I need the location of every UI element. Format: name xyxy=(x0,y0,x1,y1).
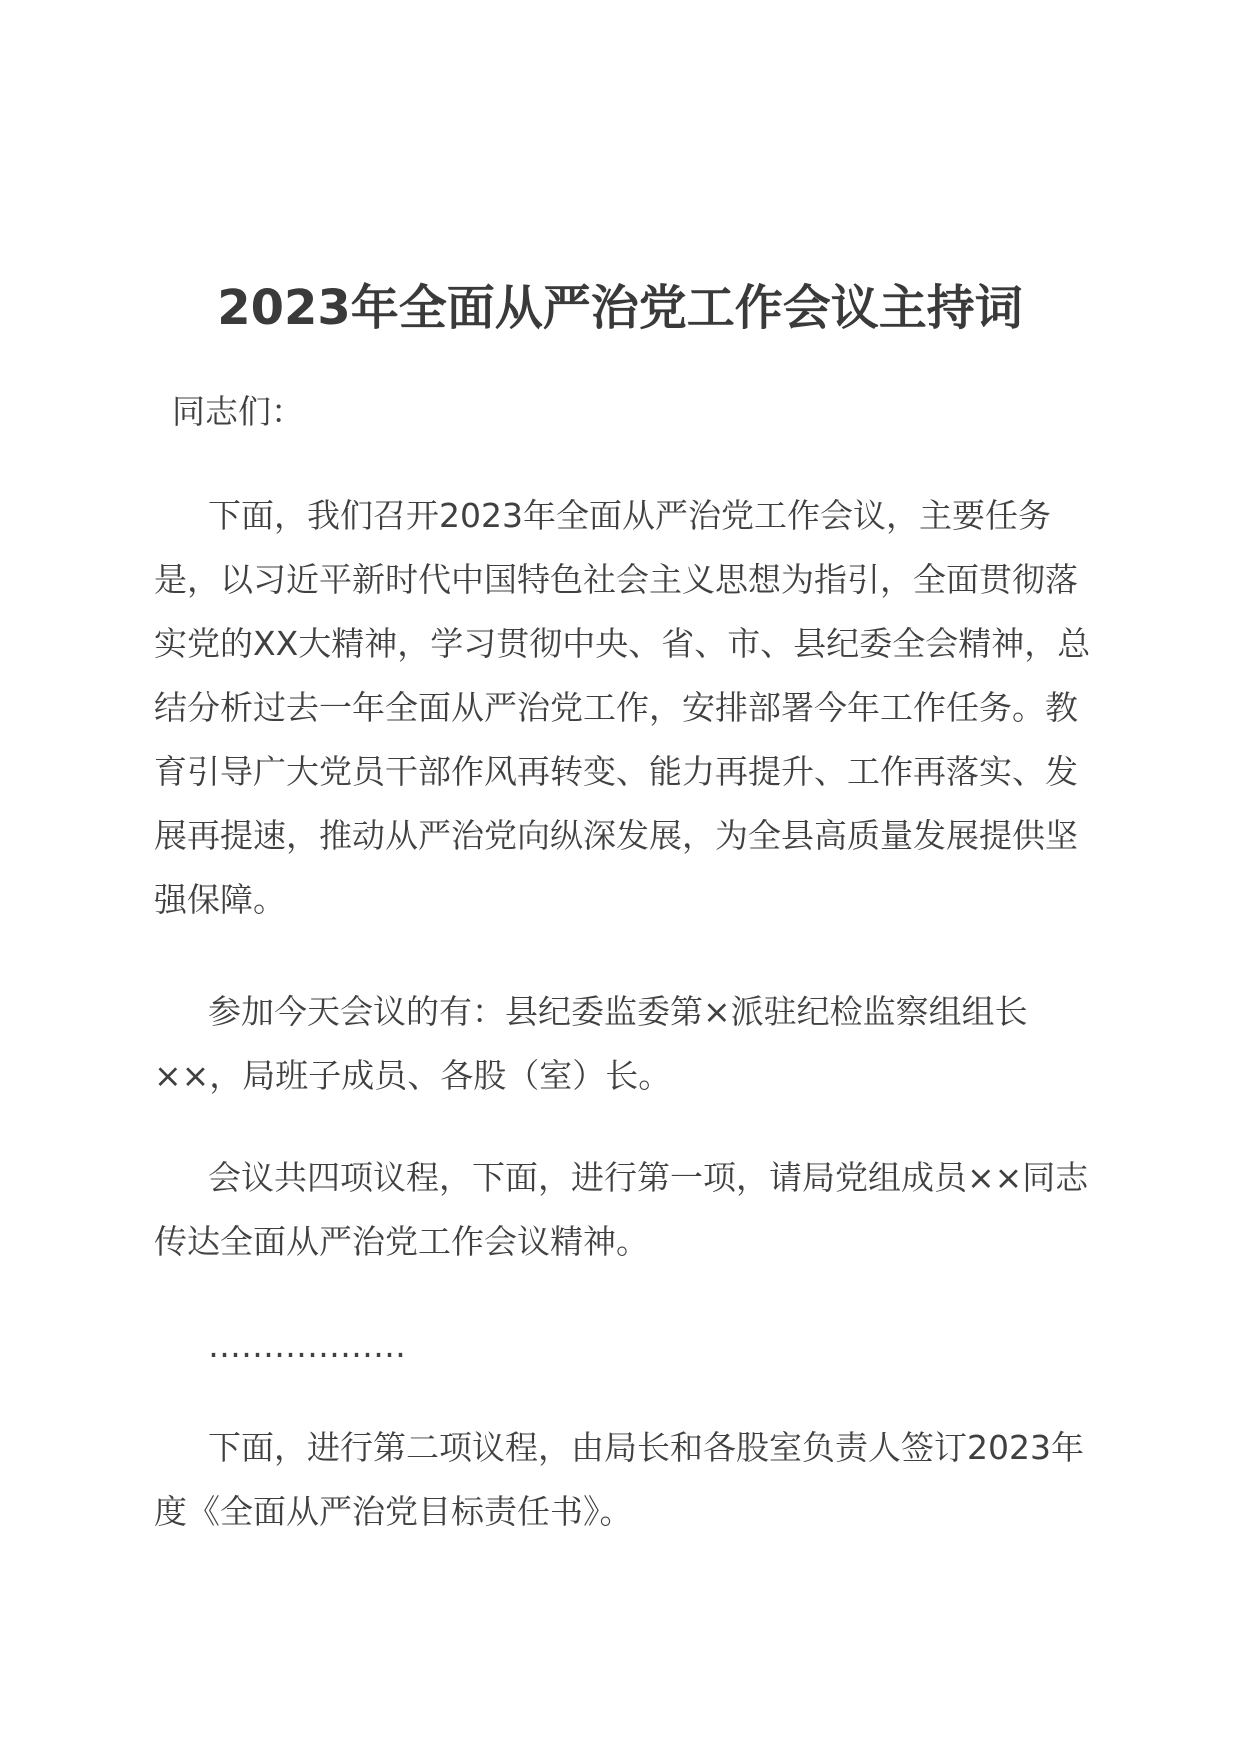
greeting: 同志们： xyxy=(172,392,304,431)
paragraph-ellipsis: ……………… xyxy=(208,1326,406,1365)
paragraph-meeting-purpose: 下面，我们召开2023年全面从严治党工作会议，主要任务是，以习近平新时代中国特色社会主义思想为指引，全面贯彻落实党的XX大精神，学习贯彻中央、省、市、县纪委全会精神，总结分析过去一年全面从严治党工作，安排部署今年工作任务。教育引导广大党员干部作风再转变、能力再提升、工作再落实、发展再提速，推动从严治党向纵深发展，为全县高质量发展提供坚强保障。 xyxy=(154,496,1091,919)
paragraph-attendees: 参加今天会议的有：县纪委监委第×派驻纪检监察组组长××，局班子成员、各股（室）长。 xyxy=(154,992,1028,1095)
paragraph-agenda-item-one: 会议共四项议程，下面，进行第一项，请局党组成员××同志传达全面从严治党工作会议精神。 xyxy=(154,1158,1089,1261)
document-title: 2023年全面从严治党工作会议主持词 xyxy=(217,280,1023,336)
paragraph-agenda-item-two: 下面，进行第二项议程，由局长和各股室负责人签订2023年度《全面从严治党目标责任书》。 xyxy=(154,1428,1084,1531)
